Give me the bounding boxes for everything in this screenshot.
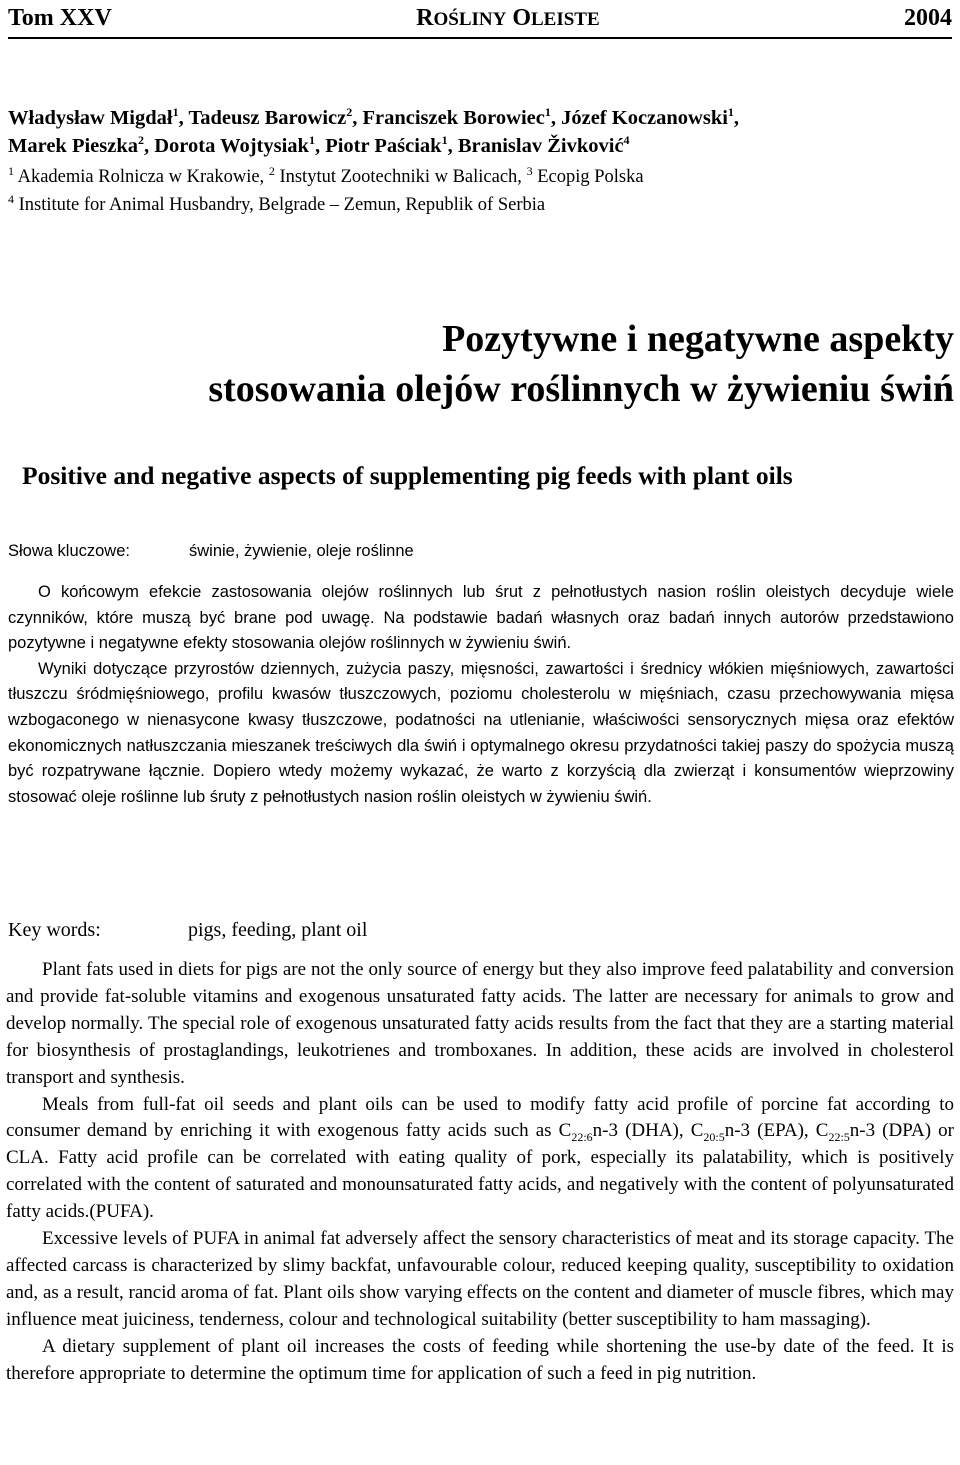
journal-name: ROŚLINY OLEISTE [416, 5, 600, 31]
title-polish [208, 314, 954, 414]
body-paragraph-4: A dietary supplement of plant oil increases the costs of feeding while shortening the use-by date of the feed. It is therefore appropriate to determine the optimum time for application of such a feed in pig nutrition. [6, 1335, 954, 1384]
body-text [6, 957, 954, 1388]
affiliations: $^1$ Akademia Rolnicza w Krakowie, $^2$ Instytut Zootechniki w Balicach, $^3$ Ecopig Polska $^4$ Institute for Animal Husbandry, Belgrade – Zemun, Republik of Serbia [8, 163, 644, 215]
body-paragraph-2: Meals from full-fat oil seeds and plant oils can be used to modify fatty acid profile of porcine fat according to consumer demand by enriching it with exogenous fatty acids such as $C_{22:6}n-3$ (DHA), $C_{20:5}n-3$ (EPA), $C_{22:5}n-3$ (DPA) or CLA. Fatty acid profile can be correlated with eating quality of pork, especially its palatability, which is positively correlated with the content of saturated and monounsaturated fatty acids, and negatively with the content of polyunsaturated fatty acids.(PUFA). [6, 1093, 954, 1223]
keywords-polish [8, 538, 414, 564]
abstract-polish [8, 580, 954, 810]
keywords-polish-value: świnie, żywienie, oleje roślinne [189, 542, 414, 560]
publication-year: 2004 [903, 5, 952, 31]
keywords-english-value: pigs, feeding, plant oil [188, 919, 368, 941]
keywords-english [8, 916, 367, 944]
title-polish-line-1: Pozytywne i negatywne aspekty [442, 318, 954, 360]
body-paragraph-3: Excessive levels of PUFA in animal fat adversely affect the sensory characteristics of meat and its storage capacity. The affected carcass is characterized by slimy backfat, unfavourable colour, reduced keeping quality, susceptibility to oxidation and, as a result, rancid aroma of fat. Plant oils show varying effects on the content and diameter of muscle fibres, which may influence meat juiciness, tenderness, colour and technological suitability (better susceptibility to ham massaging). [6, 1228, 954, 1330]
running-header [8, 0, 952, 39]
keywords-english-label: Key words: [8, 919, 101, 941]
abstract-paragraph-2: Wyniki dotyczące przyrostów dziennych, zużycia paszy, mięsności, zawartości i średnicy włókien mięśniowych, zawartości tłuszczu śródmięśniowego, profilu kwasów tłuszczowych, poziomu cholesterolu w mięśniach, czasu przechowywania mięsa wzbogaconego w nienasycone kwasy tłuszczowe, podatności na utlenianie, właściwości sensorycznych mięsa oraz efektów ekonomicznych natłuszczania mieszanek treściwych dla świń i optymalnego okresu przydatności takiej paszy do spożycia muszą być rozpatrywane łącznie. Dopiero wtedy możemy wykazać, że warto z korzyścią dla zwierząt i konsumentów wieprzowiny stosować oleje roślinne lub śruty z pełnotłustych nasion roślin oleistych w żywieniu świń. [8, 659, 954, 806]
body-paragraph-1: Plant fats used in diets for pigs are not the only source of energy but they also improve feed palatability and conversion and provide fat-soluble vitamins and exogenous unsaturated fatty acids. The latter are necessary for animals to grow and develop normally. The special role of exogenous unsaturated fatty acids results from the fact that they are a starting material for biosynthesis of prostaglandings, leukotrienes and tromboxanes. In addition, these acids are involved in cholesterol transport and synthesis. [6, 959, 954, 1088]
author-list: Władysław Migdał$^1$, Tadeusz Barowicz$^2$, Franciszek Borowiec$^1$, Józef Koczanowski$^1$, Marek Pieszka$^2$, Dorota Wojtysiak$^1$, Piotr Paściak$^1$, Branislav Živković$^4$ [8, 105, 740, 157]
title-english: Positive and negative aspects of supplementing pig feeds with plant oils [22, 461, 793, 490]
abstract-paragraph-1: O końcowym efekcie zastosowania olejów roślinnych lub śrut z pełnotłustych nasion roślin oleistych decyduje wiele czynników, które muszą być brane pod uwagę. Na podstawie badań własnych oraz badań innych autorów przedstawiono pozytywne i negatywne efekty stosowania olejów roślinnych w żywieniu świń. [8, 583, 954, 653]
keywords-polish-label: Słowa kluczowe: [8, 542, 130, 560]
title-polish-line-2: stosowania olejów roślinnych w żywieniu świń [208, 368, 954, 410]
volume-number: Tom XXV [8, 5, 112, 31]
